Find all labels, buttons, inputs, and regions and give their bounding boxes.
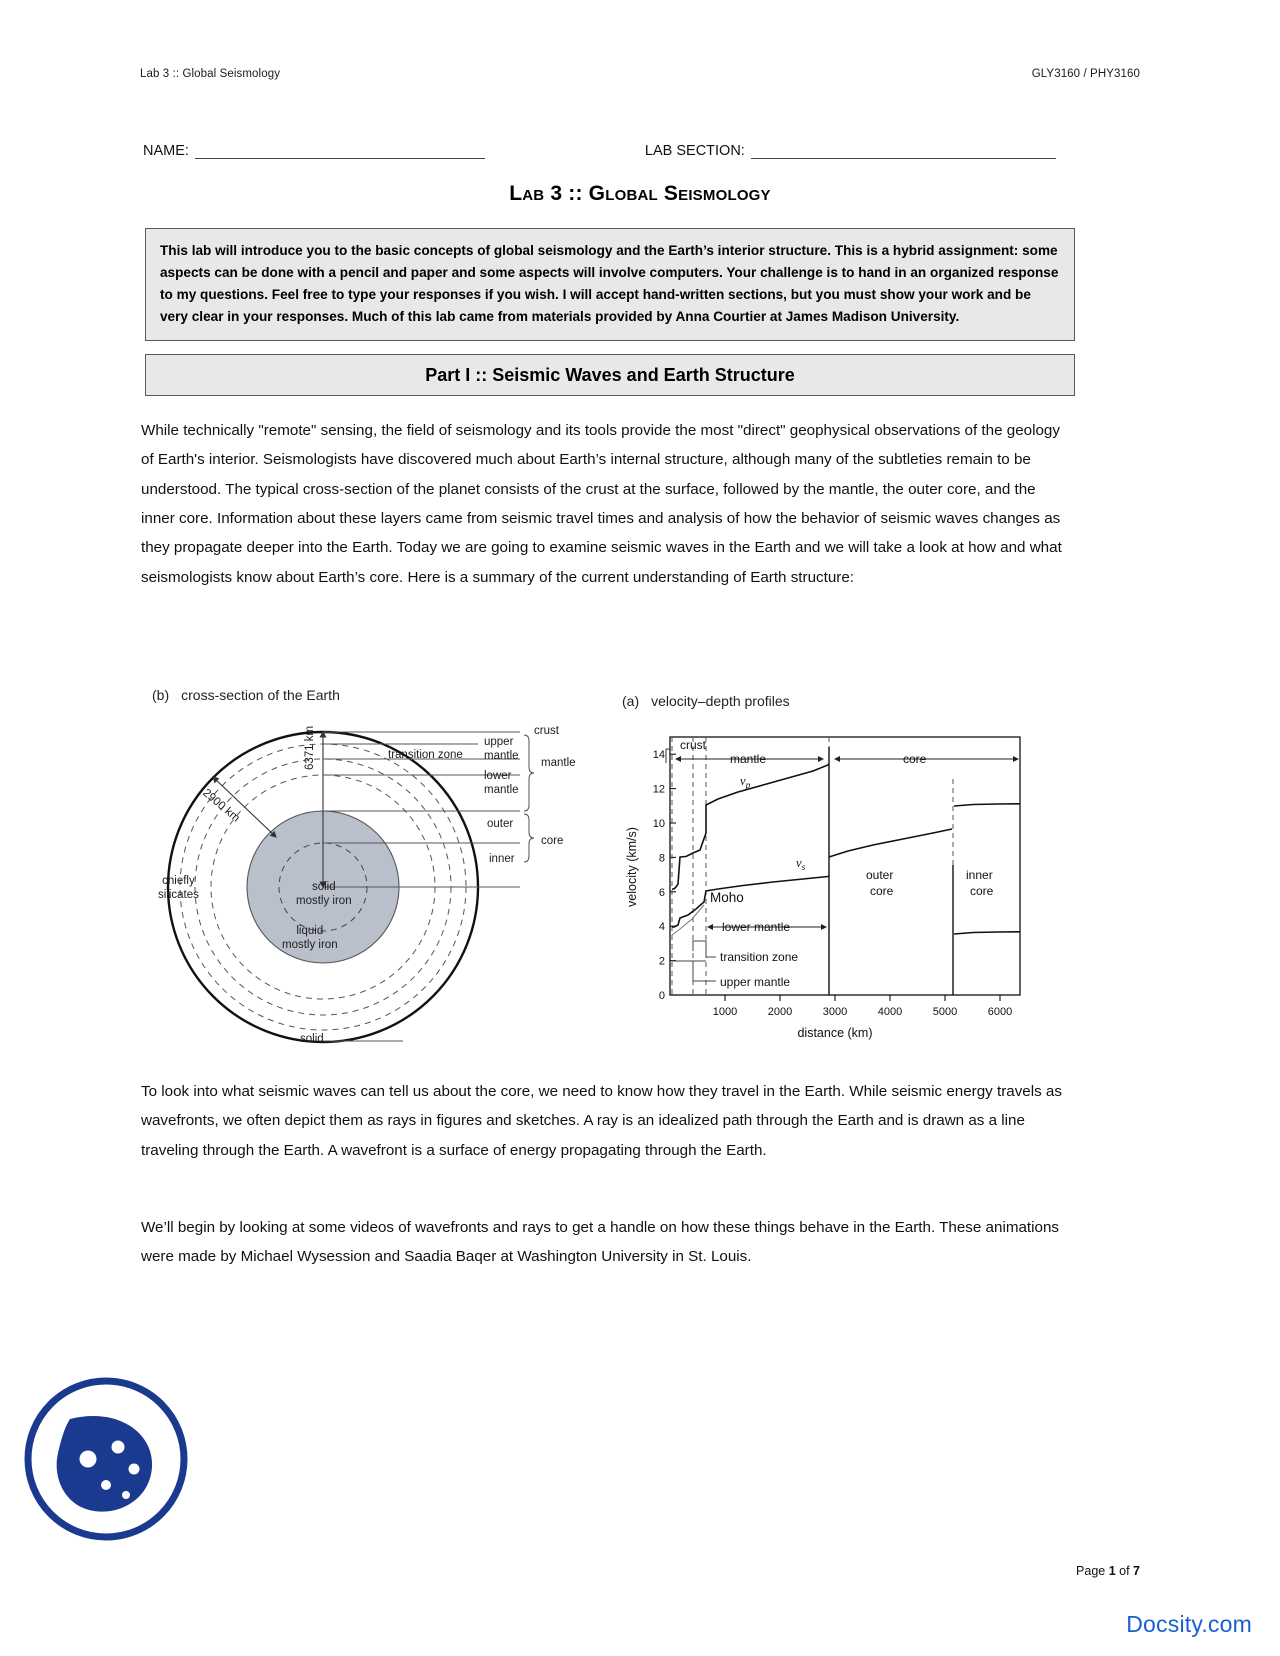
svg-text:5000: 5000: [932, 1006, 958, 1018]
figure-panel-b-caption: [152, 687, 340, 703]
name-label: NAME:: [143, 143, 189, 159]
label-solid-bottom: solid: [300, 1033, 324, 1045]
page-number-footer: [1076, 1564, 1140, 1578]
panel-b-tag: (b): [152, 687, 170, 703]
docsity-watermark[interactable]: Docsity.com: [1126, 1611, 1252, 1637]
transition-zone-bracket: [693, 941, 716, 957]
chart-label-crust: crust: [680, 738, 707, 752]
chart-label-mantle: mantle: [730, 752, 767, 766]
label-crust: crust: [534, 725, 559, 737]
docsity-logo: [22, 1375, 190, 1543]
label-liquid: liquid: [296, 925, 324, 937]
chart-label-core: core: [903, 752, 927, 766]
panel-a-tag: (a): [622, 693, 640, 709]
name-section-row: [143, 143, 1137, 159]
header-right-text: GLY3160 / PHY3160: [1031, 68, 1140, 80]
page-prefix: Page: [1076, 1564, 1109, 1578]
label-lower: lower: [484, 770, 512, 782]
chart-x-ticks: [725, 995, 1000, 1001]
vs-curve-inner-core: [954, 932, 1020, 934]
label-solid-mostly-iron: mostly iron: [296, 894, 352, 907]
label-lower-mantle: [484, 770, 519, 797]
earth-structure-figure: [148, 675, 1048, 1060]
upper-mantle-bracket: [672, 961, 716, 981]
intro-callout-text: This lab will introduce you to the basic concepts of global seismology and the Earth’s interior structure. This is a hybrid assignment: some aspects can be done with a pencil and paper and some aspects will involve computers. Your challenge is to hand in an organized response to my questions. Feel free to type your responses if you wish. I will accept hand-written sections, but you must show your work and be very clear in your responses. Much of this lab came from materials provided by Anna Courtier at James Madison University.: [160, 243, 1059, 325]
panel-b-caption-text: cross-section of the Earth: [181, 687, 340, 703]
label-liquid-mostly-iron: mostly iron: [282, 938, 338, 951]
label-outer-core-composition: [282, 925, 338, 952]
label-upper-mantle-2: mantle: [484, 749, 519, 762]
chart-boundary-lines: [672, 737, 953, 995]
chart-label-lower-mantle: lower mantle: [722, 920, 791, 934]
svg-text:6000: 6000: [987, 1006, 1013, 1018]
label-solid: solid: [311, 881, 336, 893]
svg-text:10: 10: [652, 818, 665, 830]
chart-label-upper-mantle: upper mantle: [720, 975, 791, 989]
paragraph-intro: While technically "remote" sensing, the field of seismology and its tools provide the most "direct" geophysical observations of the geology of Earth's interior. Seismologists have discovered much about Earth’s internal structure, although many of the subtleties remain to be understood. The typical cross-section of the planet consists of the crust at the surface, followed by the mantle, the outer core, and the inner core. Information about these layers came from seismic travel times and analysis of how the behavior of seismic waves changes as they propagate deeper into the Earth. Today we are going to examine seismic waves in the Earth and we will take a look at how and what seismologists know about Earth’s core. Here is a summary of the current understanding of Earth structure:: [141, 422, 1062, 586]
svg-text:4: 4: [658, 921, 665, 934]
label-inner-core-composition: [296, 881, 352, 908]
figure-panel-a-caption: [622, 693, 790, 709]
label-core-brace: core: [541, 835, 564, 847]
part-heading-text: Part I :: Seismic Waves and Earth Structure: [425, 364, 795, 385]
svg-text:3000: 3000: [822, 1006, 848, 1018]
moho-guide-line: [672, 905, 704, 935]
svg-text:8: 8: [658, 852, 665, 865]
lab-section-input-line[interactable]: [751, 145, 1056, 159]
svg-text:0: 0: [658, 990, 665, 1002]
svg-text:2: 2: [658, 955, 665, 968]
label-chiefly: chiefly: [162, 875, 195, 887]
chart-label-outer-core-2: core: [870, 884, 894, 898]
page-current: 1: [1108, 1564, 1116, 1578]
paragraph-rays-wavefronts: To look into what seismic waves can tell us about the core, we need to know how they travel in the Earth. While seismic energy travels as wavefronts, we often depict them as rays in figures and sketches. A ray is an idealized path through the Earth and is drawn as a line traveling through the Earth. A wavefront is a surface of energy propagating through the Earth.: [141, 1083, 1062, 1159]
part-heading-banner: [145, 354, 1075, 396]
label-silicates: silicates: [158, 888, 199, 901]
label-chiefly-silicates: [158, 875, 199, 902]
svg-text:2000: 2000: [767, 1006, 793, 1018]
chart-x-tick-labels: [713, 1006, 1012, 1018]
name-field-group: [143, 143, 485, 159]
intro-callout-box: [145, 228, 1075, 341]
page-title: Lab 3 :: Global Seismology: [509, 182, 771, 205]
label-outer: outer: [487, 818, 514, 830]
chart-label-transition-zone: transition zone: [720, 950, 799, 964]
page-of: of: [1115, 1564, 1134, 1578]
chart-label-vs: $v_s$: [796, 856, 806, 873]
chart-label-inner-core-2: core: [970, 884, 994, 898]
chart-y-ticks: [670, 754, 676, 995]
vp-curve-inner-core: [954, 804, 1020, 806]
chart-label-outer-core-1: outer: [866, 868, 894, 882]
chart-label-vp: $v_p$: [740, 774, 751, 791]
chart-y-axis-title: velocity (km/s): [625, 827, 639, 907]
chart-x-axis-title: distance (km): [797, 1026, 873, 1040]
svg-text:1000: 1000: [712, 1006, 738, 1018]
paragraph-videos: We’ll begin by looking at some videos of wavefronts and rays to get a handle on how these things behave in the Earth. These animations were made by Michael Wysession and Saadia Baqer at Washington University in St. Louis.: [141, 1219, 1059, 1266]
svg-text:12: 12: [652, 783, 665, 796]
svg-text:6: 6: [658, 886, 665, 899]
label-lower-mantle-2: mantle: [484, 783, 519, 796]
page-total: 7: [1133, 1564, 1140, 1578]
svg-text:4000: 4000: [877, 1006, 903, 1018]
label-upper-mantle: [484, 736, 519, 763]
label-transition-zone: transition zone: [388, 749, 463, 761]
chart-label-inner-core-1: inner: [966, 868, 993, 882]
velocity-depth-chart-svg: [618, 719, 1038, 1049]
svg-text:14: 14: [652, 749, 665, 762]
chart-y-tick-labels: [653, 749, 665, 1002]
label-mantle-brace: mantle: [541, 757, 576, 769]
panel-a-caption-text: velocity–depth profiles: [651, 693, 790, 709]
lab-section-field-group: [645, 143, 1056, 159]
running-header: [140, 68, 1140, 80]
label-cmb-depth: 2900 km: [200, 787, 242, 825]
mantle-brace: [524, 735, 534, 811]
name-input-line[interactable]: [195, 145, 485, 159]
core-brace: [524, 814, 534, 862]
label-earth-radius: 6371 km: [304, 725, 316, 770]
header-left-text: Lab 3 :: Global Seismology: [140, 68, 281, 80]
vp-curve-outer-core: [829, 829, 952, 857]
chart-label-moho: Moho: [710, 890, 744, 905]
vp-curve-mantle: [672, 764, 829, 889]
lab-section-label: LAB SECTION:: [644, 143, 745, 159]
label-inner: inner: [489, 853, 515, 865]
label-upper: upper: [484, 736, 514, 748]
